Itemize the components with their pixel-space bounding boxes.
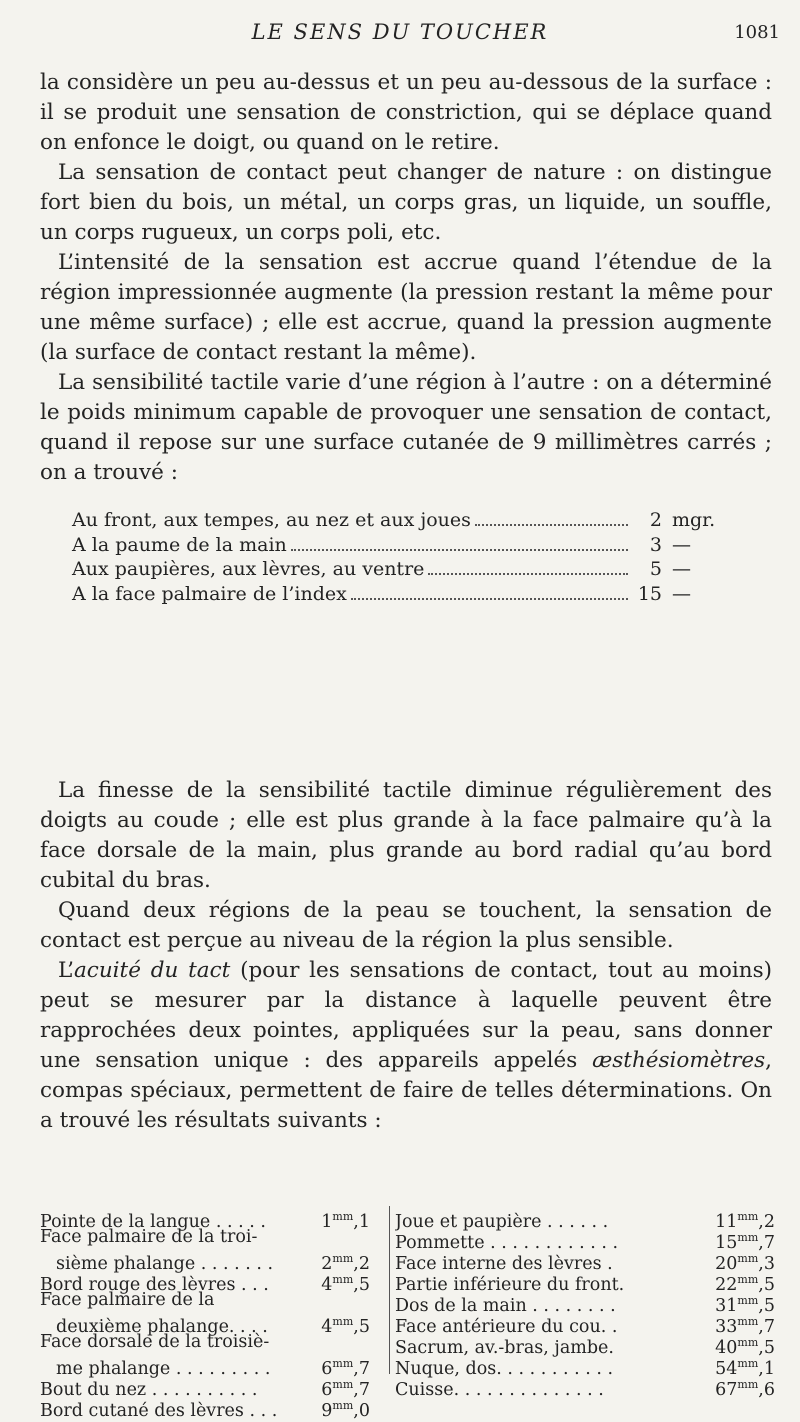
weight-unit: — bbox=[672, 533, 691, 556]
region-label: Aux paupières, aux lèvres, au ventre bbox=[72, 558, 425, 580]
distance-value: $22^{mm},5$ bbox=[715, 1273, 775, 1295]
table-row bbox=[72, 557, 732, 582]
table-row bbox=[40, 1206, 370, 1232]
region-label: Cuisse. . . . . . . . . . . . . . bbox=[395, 1379, 604, 1400]
text-run: , compas spéciaux, permettent de faire de telles déterminations. On a trouvé les résultats suivants : bbox=[40, 1048, 772, 1133]
region-label: Partie inférieure du front. bbox=[395, 1274, 625, 1295]
region-label: Face antérieure du cou. . bbox=[395, 1316, 618, 1337]
paragraph: Quand deux régions de la peau se touchent, la sensation de contact est perçue au niveau de la région la plus sensible. bbox=[40, 898, 772, 953]
table-row bbox=[72, 508, 732, 533]
table-row bbox=[40, 1353, 370, 1379]
body-text-top bbox=[40, 68, 772, 488]
region-label: Pointe de la langue . . . . . bbox=[40, 1211, 266, 1232]
acuity-column-left bbox=[40, 1206, 370, 1421]
paragraph: L’intensité de la sensation est accrue quand l’étendue de la région impressionnée augmente (la pression restant la même pour une même surface) ; elle est accrue, quand la pression augmente (la surface de contact restant la même). bbox=[40, 250, 772, 365]
paragraph: La sensibilité tactile varie d’une région à l’autre : on a déterminé le poids minimum capable de provoquer une sensation de contact, quand il repose sur une surface cutanée de 9 millimètres carrés ; on a trouvé : bbox=[40, 370, 772, 485]
region-label: Bord cutané des lèvres . . . bbox=[40, 1400, 278, 1421]
acuity-column-right bbox=[395, 1206, 775, 1400]
region-label: A la face palmaire de l’index bbox=[72, 582, 347, 605]
region-label: Bord rouge des lèvres . . . bbox=[40, 1274, 269, 1295]
distance-value: $9^{mm},0$ bbox=[321, 1399, 370, 1421]
table-row bbox=[40, 1248, 370, 1274]
dot-leader bbox=[291, 549, 628, 551]
distance-value: $20^{mm},3$ bbox=[715, 1252, 775, 1274]
paragraph bbox=[40, 956, 772, 1136]
region-label: sième phalange . . . . . . . bbox=[56, 1253, 274, 1274]
distance-value: $4^{mm},5$ bbox=[321, 1315, 370, 1337]
table-row bbox=[40, 1311, 370, 1337]
distance-value: $40^{mm},5$ bbox=[715, 1336, 775, 1358]
acuity-table bbox=[40, 1206, 780, 1421]
distance-value: $4^{mm},5$ bbox=[321, 1273, 370, 1295]
weight-value: 2 bbox=[649, 509, 662, 531]
distance-value: $31^{mm},5$ bbox=[715, 1294, 775, 1316]
table-row bbox=[72, 582, 732, 607]
region-label: Face interne des lèvres . bbox=[395, 1253, 613, 1274]
region-label: Face dorsale de la troisiè- bbox=[40, 1332, 270, 1352]
dot-leader bbox=[428, 573, 628, 575]
paragraph: La sensation de contact peut changer de nature : on distingue fort bien du bois, un métal, un corps gras, un liquide, un souffle, un corps rugueux, un corps poli, etc. bbox=[40, 160, 772, 245]
region-label: deuxième phalange. . . . bbox=[56, 1316, 268, 1337]
weight-unit: mgr. bbox=[672, 509, 716, 531]
distance-value: $6^{mm},7$ bbox=[321, 1357, 370, 1379]
weight-value: 5 bbox=[649, 558, 662, 580]
distance-value: $6^{mm},7$ bbox=[321, 1378, 370, 1400]
table-row bbox=[395, 1206, 775, 1232]
italic-term: æsthésiomètres bbox=[592, 1048, 766, 1073]
page-number: 1081 bbox=[734, 22, 780, 43]
region-label: Bout du nez . . . . . . . . . . bbox=[40, 1379, 258, 1400]
running-head bbox=[0, 20, 800, 50]
running-title: LE SENS DU TOUCHER bbox=[251, 20, 549, 44]
weight-unit: — bbox=[672, 582, 691, 605]
italic-term: acuité du tact bbox=[73, 958, 231, 983]
distance-value: $2^{mm},2$ bbox=[321, 1252, 370, 1274]
distance-value: $11^{mm},2$ bbox=[715, 1210, 775, 1232]
region-label: Pommette . . . . . . . . . . . . bbox=[395, 1232, 619, 1253]
distance-value: $15^{mm},7$ bbox=[715, 1231, 775, 1253]
dot-leader bbox=[475, 524, 628, 526]
weight-value: 3 bbox=[649, 533, 662, 556]
weight-threshold-table bbox=[72, 508, 732, 606]
distance-value: $1^{mm},1$ bbox=[321, 1210, 370, 1232]
weight-unit: — bbox=[672, 558, 691, 580]
table-row bbox=[72, 533, 732, 558]
region-label: Sacrum, av.-bras, jambe. bbox=[395, 1337, 614, 1358]
region-label: Face palmaire de la bbox=[40, 1290, 215, 1310]
text-run: L’ bbox=[58, 958, 74, 983]
region-label: Face palmaire de la troi- bbox=[40, 1227, 258, 1247]
distance-value: $67^{mm},6$ bbox=[715, 1378, 775, 1400]
region-label: A la paume de la main bbox=[72, 533, 287, 556]
region-label: Joue et paupière . . . . . . bbox=[395, 1211, 609, 1232]
region-label: Nuque, dos. . . . . . . . . . . bbox=[395, 1358, 614, 1379]
region-label: Au front, aux tempes, au nez et aux joues bbox=[72, 509, 471, 531]
paragraph: La finesse de la sensibilité tactile diminue régulièrement des doigts au coude ; elle est plus grande à la face palmaire qu’à la face dorsale de la main, plus grande au bord radial qu’au bord cubital du bras. bbox=[40, 778, 772, 893]
dot-leader bbox=[351, 598, 628, 600]
paragraph: la considère un peu au-dessus et un peu au-dessous de la surface : il se produit une sensation de constriction, qui se déplace quand on enfonce le doigt, ou quand on le retire. bbox=[40, 70, 772, 155]
region-label: me phalange . . . . . . . . . bbox=[56, 1358, 271, 1379]
column-divider bbox=[389, 1206, 390, 1374]
region-label: Dos de la main . . . . . . . . bbox=[395, 1295, 616, 1316]
body-text-middle bbox=[40, 776, 772, 1136]
weight-value: 15 bbox=[637, 582, 662, 605]
text-run: (pour les sensations de contact, tout au moins) peut se mesurer par la distance à laquelle peuvent être rapprochées deux pointes, appliquées sur la peau, sans donner une sensation unique : des appareils appelés bbox=[40, 958, 773, 1073]
distance-value: $33^{mm},7$ bbox=[715, 1315, 775, 1337]
distance-value: $54^{mm},1$ bbox=[715, 1357, 775, 1379]
